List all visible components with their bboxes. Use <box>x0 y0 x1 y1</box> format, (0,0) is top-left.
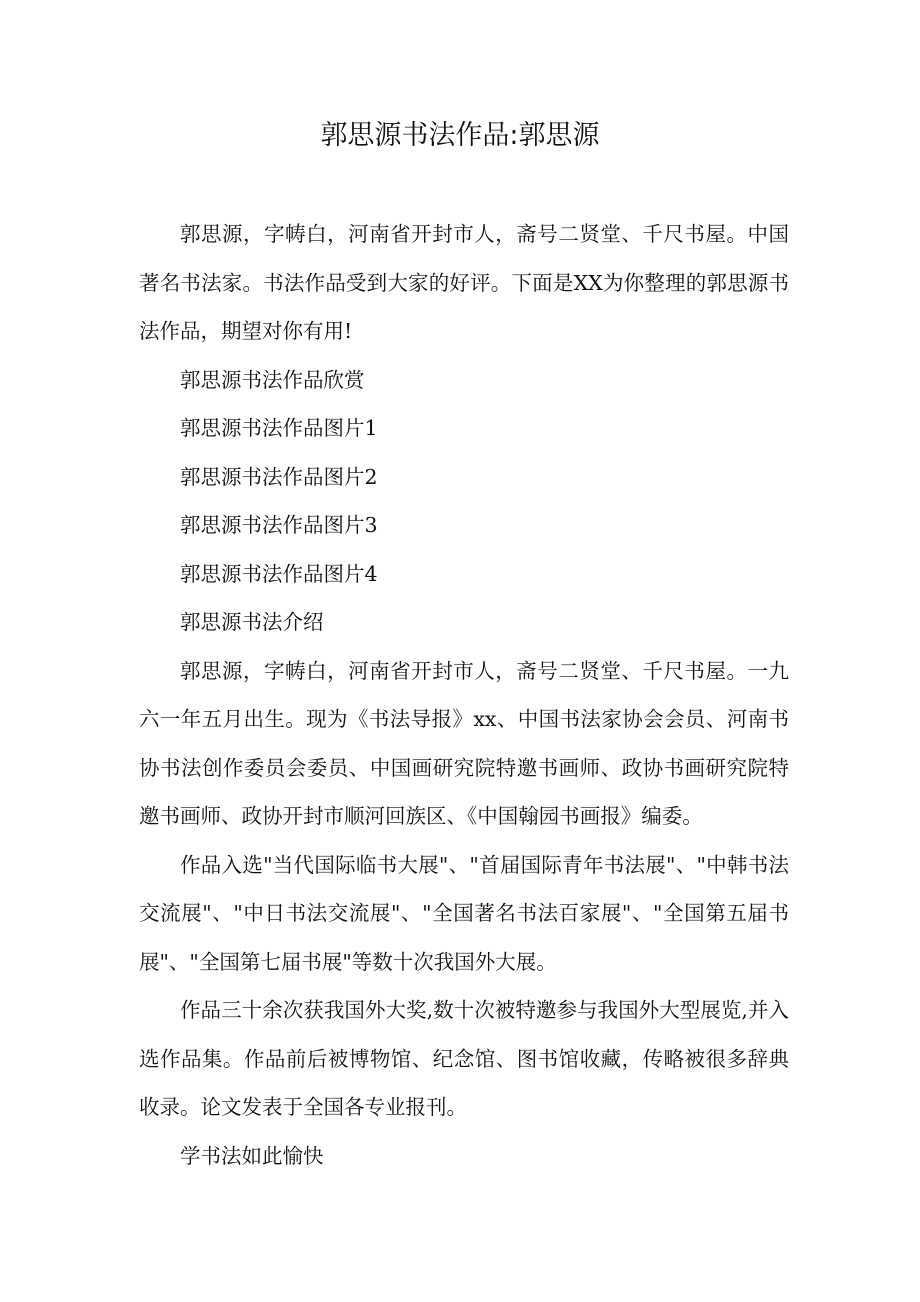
paragraph-awards: 作品三十余次获我国外大奖,数十次被特邀参与我国外大型展览,并入选作品集。作品前后被博物馆、纪念馆、图书馆收藏，传略被很多辞典收录。论文发表于全国各专业报刊。 <box>139 998 789 1119</box>
paragraph-biography: 郭思源，字帱白，河南省开封市人，斋号二贤堂、千尺书屋。一九六一年五月出生。现为《书法导报》xx、中国书法家协会会员、河南书协书法创作委员会委员、中国画研究院特邀书画师、政协书画研究院特邀书画师、政协开封市顺河回族区、《中国翰园书画报》编委。 <box>139 658 789 828</box>
image-caption-1: 郭思源书法作品图片1 <box>180 416 378 440</box>
paragraph-exhibitions: 作品入选"当代国际临书大展"、"首届国际青年书法展"、"中韩书法交流展"、"中日书法交流展"、"全国著名书法百家展"、"全国第五届书展"、"全国第七届书展"等数十次我国外大展。 <box>139 852 789 974</box>
image-caption-4: 郭思源书法作品图片4 <box>180 561 378 586</box>
image-caption-3: 郭思源书法作品图片3 <box>180 513 378 537</box>
document-title: 郭思源书法作品:郭思源 <box>320 120 600 151</box>
image-caption-2: 郭思源书法作品图片2 <box>180 464 378 489</box>
heading-learning: 学书法如此愉快 <box>180 1143 324 1168</box>
paragraph-intro: 郭思源，字帱白，河南省开封市人，斋号二贤堂、千尺书屋。中国著名书法家。书法作品受到大家的好评。下面是XX为你整理的郭思源书法作品，期望对你有用! <box>139 222 789 343</box>
heading-introduction: 郭思源书法介绍 <box>180 610 324 634</box>
document-body <box>139 210 789 1180</box>
heading-works-appreciation: 郭思源书法作品欣赏 <box>180 367 365 392</box>
